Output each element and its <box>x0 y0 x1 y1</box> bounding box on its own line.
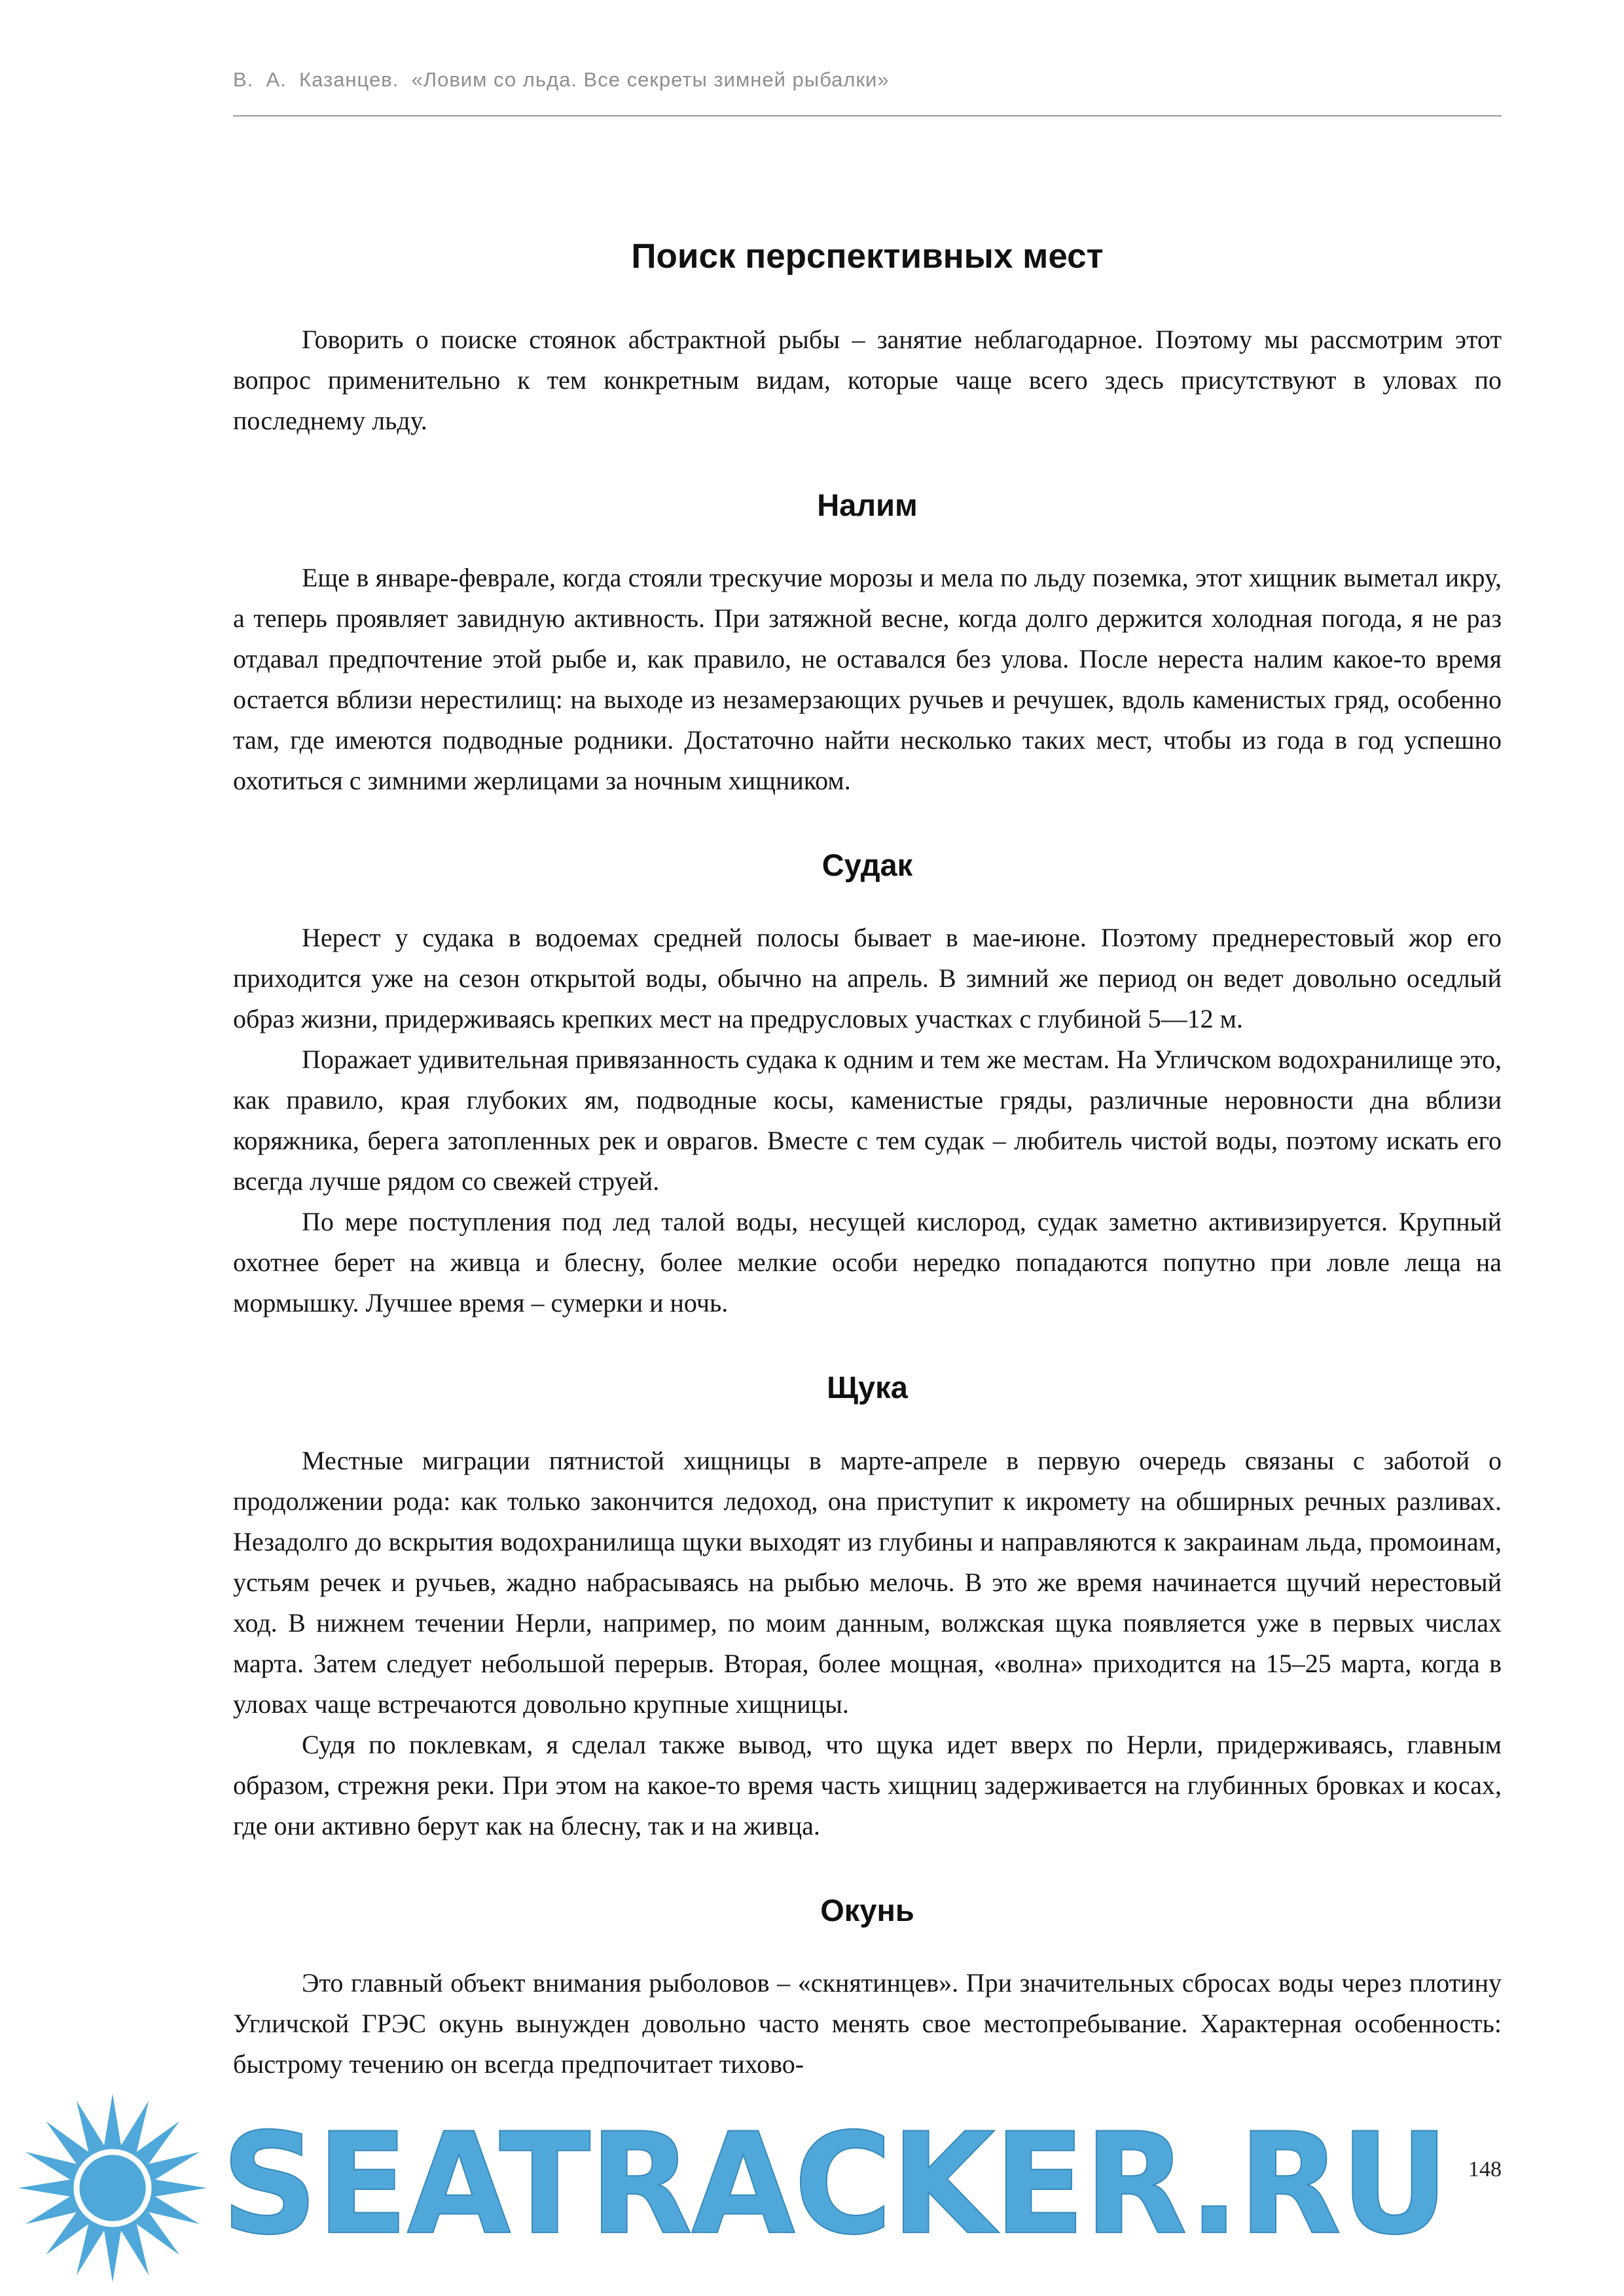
paragraph: Это главный объект внимания рыболовов – «скнятинцев». При значительных сбросах воды через плотину Угличской ГРЭС окунь вынужден довольно часто менять свое местопребывание. Характерная особенность: быстрому течению он всегда предпочитает тихово- <box>233 1968 1502 2079</box>
section-heading-shchuka: Щука <box>827 1370 908 1405</box>
watermark-text: SEATRACKER.RU <box>221 2104 1448 2266</box>
page-content <box>233 236 1502 2085</box>
watermark <box>0 2075 1624 2296</box>
page-number: 148 <box>1468 2157 1502 2181</box>
page-title: Поиск перспективных мест <box>631 237 1104 276</box>
running-header: В. А. Казанцев. «Ловим со льда. Все секреты зимней рыбалки» <box>233 68 890 91</box>
section-heading-sudak: Судак <box>821 847 913 882</box>
paragraph: По мере поступления под лед талой воды, несущей кислород, судак заметно активизируется. Крупный охотнее берет на живца и блесну, более мелкие особи нередко попадаются попутно при ловле леща на мормышку. Лучшее время – сумерки и ночь. <box>233 1207 1502 1318</box>
header-rule <box>233 115 1502 117</box>
sun-icon <box>14 2087 211 2289</box>
paragraph: Еще в январе-феврале, когда стояли трескучие морозы и мела по льду поземка, этот хищник выметал икру, а теперь проявляет завидную активность. При затяжной весне, когда долго держится холодная погода, я не раз отдавал предпочтение этой рыбе и, как правило, не оставался без улова. После нереста налим какое-то время остается вблизи нерестилищ: на выходе из незамерзающих ручьев и речушек, вдоль каменистых гряд, особенно там, где имеются подводные родники. Достаточно найти несколько таких мест, чтобы из года в год успешно охотиться с зимними жерлицами за ночным хищником. <box>233 562 1502 795</box>
paragraph: Поражает удивительная привязанность судака к одним и тем же местам. На Угличском водохранилище это, как правило, края глубоких ям, подводные косы, каменистые гряды, различные неровности дна вблизи коряжника, берега затопленных рек и оврагов. Вместе с тем судак – любитель чистой воды, поэтому искать его всегда лучше рядом со свежей струей. <box>233 1045 1502 1196</box>
section-heading-okun: Окунь <box>820 1892 914 1928</box>
paragraph: Судя по поклевкам, я сделал также вывод, что щука идет вверх по Нерли, придерживаясь, главным образом, стрежня реки. При этом на какое-то время часть хищниц задерживается на глубинных бровках и косах, где они активно берут как на блесну, так и на живца. <box>233 1729 1502 1840</box>
paragraph: Нерест у судака в водоемах средней полосы бывает в мае-июне. Поэтому преднерестовый жор его приходится уже на сезон открытой воды, обычно на апрель. В зимний же период он ведет довольно оседлый образ жизни, придерживаясь крепких мест на предрусловых участках с глубиной 5—12 м. <box>233 923 1502 1034</box>
section-heading-nalim: Налим <box>817 487 918 522</box>
intro-paragraph: Говорить о поиске стоянок абстрактной рыбы – занятие неблагодарное. Поэтому мы рассмотрим этот вопрос применительно к тем конкретным видам, которые чаще всего здесь присутствуют в уловах по последнему льду. <box>233 324 1502 435</box>
paragraph: Местные миграции пятнистой хищницы в марте-апреле в первую очередь связаны с заботой о продолжении рода: как только закончится ледоход, она приступит к икромету на обширных речных разливах. Незадолго до вскрытия водохранилища щуки выходят из глубины и направляются к закраинам льда, промоинам, устьям речек и ручьев, жадно набрасываясь на рыбью мелочь. В это же время начинается щучий нерестовый ход. В нижнем течении Нерли, например, по моим данным, волжская щука появляется уже в первых числах марта. Затем следует небольшой перерыв. Вторая, более мощная, «волна» приходится на 15–25 марта, когда в уловах чаще встречаются довольно крупные хищницы. <box>233 1445 1502 1719</box>
